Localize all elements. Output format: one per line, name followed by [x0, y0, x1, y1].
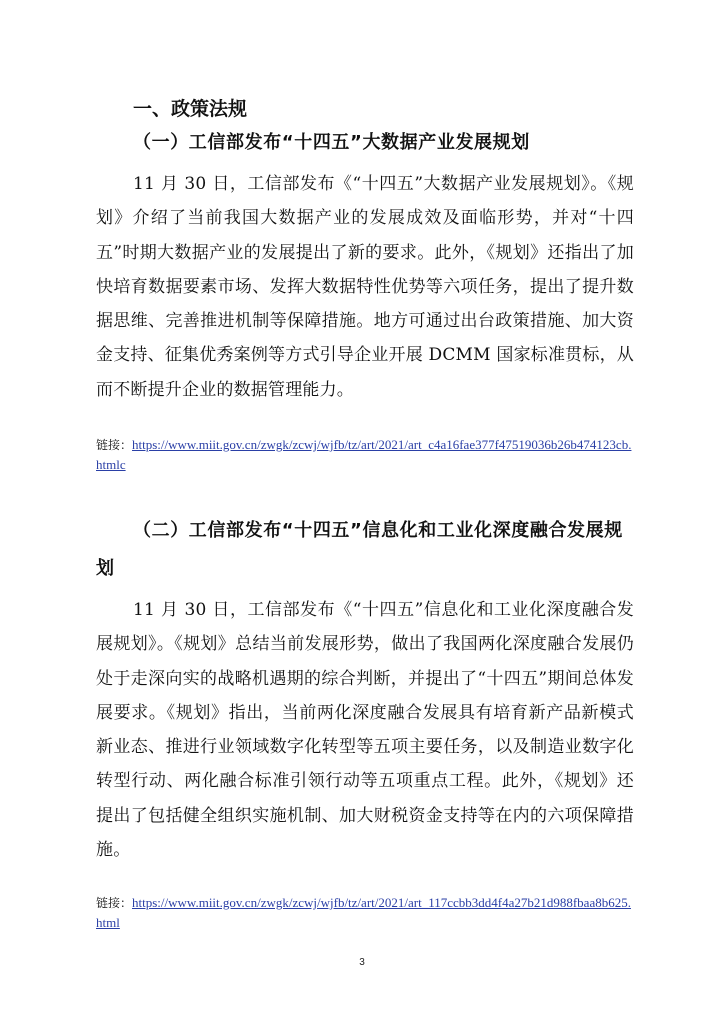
item-body-2: 11 月 30 日，工信部发布《“十四五”信息化和工业化深度融合发展规划》。《规划》总结当前发展形势，做出了我国两化深度融合发展仍处于走深向实的战略机遇期的综合判断，并提出了“十四五”期间总体发展要求。《规划》指出，当前两化深度融合发展具有培育新产品新模式新业态、推进行业领域数字化转型等五项主要任务，以及制造业数字化转型行动、两化融合标准引领行动等五项重点工程。此外，《规划》还提出了包括健全组织实施机制、加大财税资金支持等在内的六项保障措施。 — [96, 600, 634, 861]
item-link-block-2 — [96, 893, 636, 933]
link-url-1[interactable]: https://www.miit.gov.cn/zwgk/zcwj/wjfb/tz/art/2021/art_c4a16fae377f47519036b26b474123cb.htmlc — [96, 437, 632, 472]
section-heading: 一、政策法规 — [133, 98, 248, 120]
page-number: 3 — [359, 957, 365, 968]
item-heading-1: （一）工信部发布“十四五”大数据产业发展规划 — [133, 132, 530, 153]
item-heading-2: （二）工信部发布“十四五”信息化和工业化深度融合发展规划 — [96, 520, 623, 579]
link-label-1: 链接： — [96, 438, 133, 452]
item-body-1: 11 月 30 日，工信部发布《“十四五”大数据产业发展规划》。《规划》介绍了当前我国大数据产业的发展成效及面临形势，并对“十四五”时期大数据产业的发展提出了新的要求。此外，《规划》还指出了加快培育数据要素市场、发挥大数据特性优势等六项任务，提出了提升数据思维、完善推进机制等保障措施。地方可通过出台政策措施、加大资金支持、征集优秀案例等方式引导企业开展 DCMM 国家标准贯标，从而不断提升企业的数据管理能力。 — [96, 174, 634, 400]
item-link-block-1 — [96, 435, 636, 475]
link-url-2[interactable]: https://www.miit.gov.cn/zwgk/zcwj/wjfb/tz/art/2021/art_117ccbb3dd4f4a27b21d988fbaa8b625.html — [96, 895, 631, 930]
link-label-2: 链接： — [96, 896, 133, 910]
